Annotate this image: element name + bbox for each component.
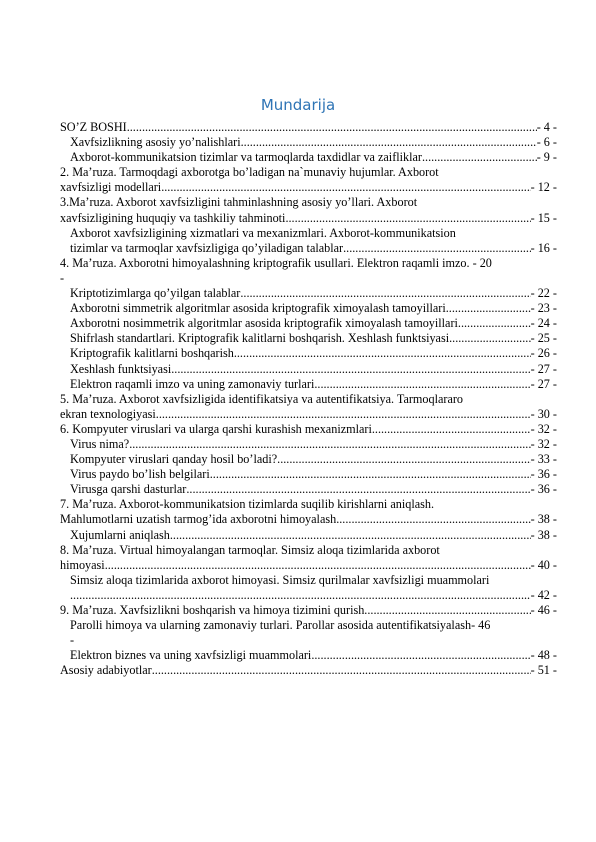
toc-page-number: - 48 - [530, 648, 557, 663]
toc-entry[interactable] [60, 528, 557, 543]
toc-entry[interactable] [60, 135, 557, 150]
toc-page-number: - 12 - [530, 180, 557, 195]
toc-entry-text: Xujumlarni aniqlash [70, 527, 170, 542]
toc-entry-text: ekran texnologiyasi [60, 406, 156, 421]
toc-page-number: - 32 - [530, 421, 557, 436]
dot-leader [422, 150, 537, 165]
toc-page-number: - 46 - [530, 603, 557, 617]
toc-entry[interactable] [60, 211, 557, 226]
dot-leader [70, 588, 531, 603]
dot-leader [171, 362, 530, 377]
toc-entry-text: Virusga qarshi dasturlar [70, 482, 187, 497]
toc-page-number: - 36 - [530, 482, 557, 497]
dot-leader [446, 301, 531, 316]
toc-entry[interactable] [60, 286, 557, 301]
dot-leader [449, 331, 531, 346]
toc-entry-text: Axborot-kommunikatsion tizimlar va tarmoqlarda taxdidlar va zaifliklar [70, 150, 422, 165]
toc-entry[interactable] [60, 467, 557, 482]
toc-entry-text: Xeshlash funktsiyasi [70, 361, 172, 376]
toc-entry[interactable] [60, 316, 557, 331]
dot-leader [314, 377, 530, 392]
toc-entry[interactable] [60, 648, 557, 663]
dot-leader [343, 241, 530, 256]
toc-page-number: - 16 - [530, 240, 557, 255]
toc-entry-line[interactable]: 4. Ma’ruza. Axborotni himoyalashning kriptografik usullari. Elektron raqamli imzo. - 20 [60, 255, 492, 270]
toc-page-number: - 9 - [536, 150, 557, 165]
toc-entry-text: Elektron raqamli imzo va uning zamonaviy turlari [70, 376, 315, 391]
toc-entry[interactable] [60, 377, 557, 392]
toc-entry-text: SO’Z BOSHI [60, 120, 127, 134]
toc-entry-text: Axborotni simmetrik algoritmlar asosida kriptografik ximoyalash tamoyillari [70, 301, 446, 316]
toc-page-number: - 22 - [530, 286, 557, 301]
dot-leader [210, 467, 531, 482]
dot-leader [105, 558, 531, 573]
toc-entry[interactable] [60, 512, 557, 527]
toc-page-number: - 40 - [530, 557, 557, 572]
dot-leader [161, 180, 530, 195]
toc-entry-text: Elektron biznes va uning xavfsizligi muammolari [70, 648, 312, 663]
toc-entry-text: Kriptotizimlarga qo’yilgan talablar [70, 286, 241, 301]
toc-entry[interactable] [60, 603, 557, 618]
dot-leader [458, 316, 531, 331]
dot-leader [129, 437, 530, 452]
dot-leader [372, 422, 531, 437]
toc-page-number: - 38 - [530, 527, 557, 542]
toc-entry-line[interactable]: 2. Ma’ruza. Tarmoqdagi axborotga bo’ladigan na`munaviy hujumlar. Axborot [60, 165, 439, 180]
toc-page-number: - 15 - [530, 210, 557, 225]
toc-entry[interactable]: - [60, 270, 65, 285]
toc-page-number: - 32 - [530, 436, 557, 451]
toc-page-number: - 4 - [536, 120, 557, 134]
toc-page-number: - 42 - [530, 587, 557, 602]
toc-entry[interactable] [60, 422, 557, 437]
toc-entry-text: tizimlar va tarmoqlar xavfsizligiga qo’yiladigan talablar [70, 240, 344, 255]
toc-entry-text: 6. Kompyuter viruslari va ularga qarshi kurashish mexanizmlari [60, 421, 372, 436]
toc-entry[interactable] [60, 588, 557, 603]
toc-entry[interactable] [60, 437, 557, 452]
toc-entry[interactable] [60, 407, 557, 422]
toc-entry-text: Kriptografik kalitlarni boshqarish [70, 346, 234, 361]
toc-entry-text: Mahlumotlarni uzatish tarmog’ida axborotni himoyalash [60, 512, 337, 527]
toc-entry[interactable] [60, 452, 557, 467]
toc-page-number: - 36 - [530, 467, 557, 482]
toc-entry-text: Axborotni nosimmetrik algoritmlar asosida kriptografik ximoyalash tamoyillari [70, 316, 458, 331]
toc-entry-text: Xavfsizlikning asosiy yo’nalishlari [70, 135, 241, 150]
dot-leader [186, 482, 530, 497]
dot-leader [241, 135, 537, 150]
toc-entry-line[interactable]: Parolli himoya va ularning zamonaviy turlari. Parollar asosida autentifikatsiyalash- 46 [70, 618, 491, 633]
toc-page-number: - 27 - [530, 376, 557, 391]
toc-title: Mundarija [260, 96, 336, 114]
toc-entry[interactable]: - [70, 633, 75, 648]
toc-entry-text: Shifrlash standartlari. Kriptografik kalitlarni boshqarish. Xeshlash funktsiyasi [70, 331, 450, 346]
toc-entry-text: xavfsizligi modellari [60, 180, 162, 195]
dot-leader [240, 286, 530, 301]
toc-entry-text: Virus paydo bo’lish belgilari [70, 467, 210, 482]
toc-page-number: - 30 - [530, 406, 557, 421]
toc-page-number: - 33 - [530, 452, 557, 467]
toc-entry[interactable] [60, 120, 557, 135]
toc-entry[interactable] [60, 558, 557, 573]
toc-entry-text: 9. Ma’ruza. Xavfsizlikni boshqarish va himoya tizimini qurish [60, 603, 365, 617]
table-of-contents [60, 120, 557, 678]
dot-leader [285, 211, 530, 226]
toc-page-number: - 51 - [530, 663, 557, 678]
toc-entry[interactable] [60, 241, 557, 256]
toc-entry[interactable] [60, 663, 557, 678]
toc-page-number: - 26 - [530, 346, 557, 361]
toc-entry-line[interactable]: 8. Ma’ruza. Virtual himoyalangan tarmoqlar. Simsiz aloqa tizimlarida axborot [60, 542, 440, 557]
dot-leader [152, 663, 531, 678]
toc-page-number: - 38 - [530, 512, 557, 527]
dot-leader [127, 120, 537, 135]
toc-page-number: - 6 - [536, 135, 557, 150]
toc-entry[interactable] [60, 362, 557, 377]
toc-entry[interactable] [60, 150, 557, 165]
toc-entry[interactable] [60, 180, 557, 195]
dot-leader [364, 603, 530, 618]
toc-page-number: - 24 - [530, 316, 557, 331]
toc-entry-line[interactable]: 5. Ma’ruza. Axborot xavfsizligida identifikatsiya va autentifikatsiya. Tarmoqlararo [60, 391, 464, 406]
dot-leader [277, 452, 530, 467]
toc-entry[interactable] [60, 346, 557, 361]
toc-entry-text: himoyasi [60, 557, 105, 572]
toc-entry-line[interactable]: 3.Ma’ruza. Axborot xavfsizligini tahminlashning asosiy yo’llari. Axborot [60, 195, 418, 210]
toc-entry-text: Asosiy adabiyotlar [60, 663, 152, 678]
toc-entry-text: xavfsizligining huquqiy va tashkiliy tahminoti [60, 210, 286, 225]
toc-entry[interactable] [60, 482, 557, 497]
toc-page-number: - 27 - [530, 361, 557, 376]
dot-leader [234, 346, 531, 361]
toc-page-number: - 25 - [530, 331, 557, 346]
toc-entry-text: Kompyuter viruslari qanday hosil bo’ladi? [70, 452, 278, 467]
dot-leader [170, 528, 531, 543]
toc-entry[interactable] [60, 331, 557, 346]
toc-entry-line[interactable]: Simsiz aloqa tizimlarida axborot himoyasi. Simsiz qurilmalar xavfsizligi muammolari [70, 572, 490, 587]
toc-entry-line[interactable]: 7. Ma’ruza. Axborot-kommunikatsion tizimlarda suqilib kirishlarni aniqlash. [60, 497, 435, 512]
toc-entry-text: Virus nima? [70, 436, 130, 451]
dot-leader [336, 512, 530, 527]
toc-page-number: - 23 - [530, 301, 557, 316]
toc-entry[interactable] [60, 301, 557, 316]
toc-entry-line[interactable]: Axborot xavfsizligining xizmatlari va mexanizmlari. Axborot-kommunikatsion [70, 225, 456, 240]
dot-leader [311, 648, 530, 663]
dot-leader [156, 407, 531, 422]
